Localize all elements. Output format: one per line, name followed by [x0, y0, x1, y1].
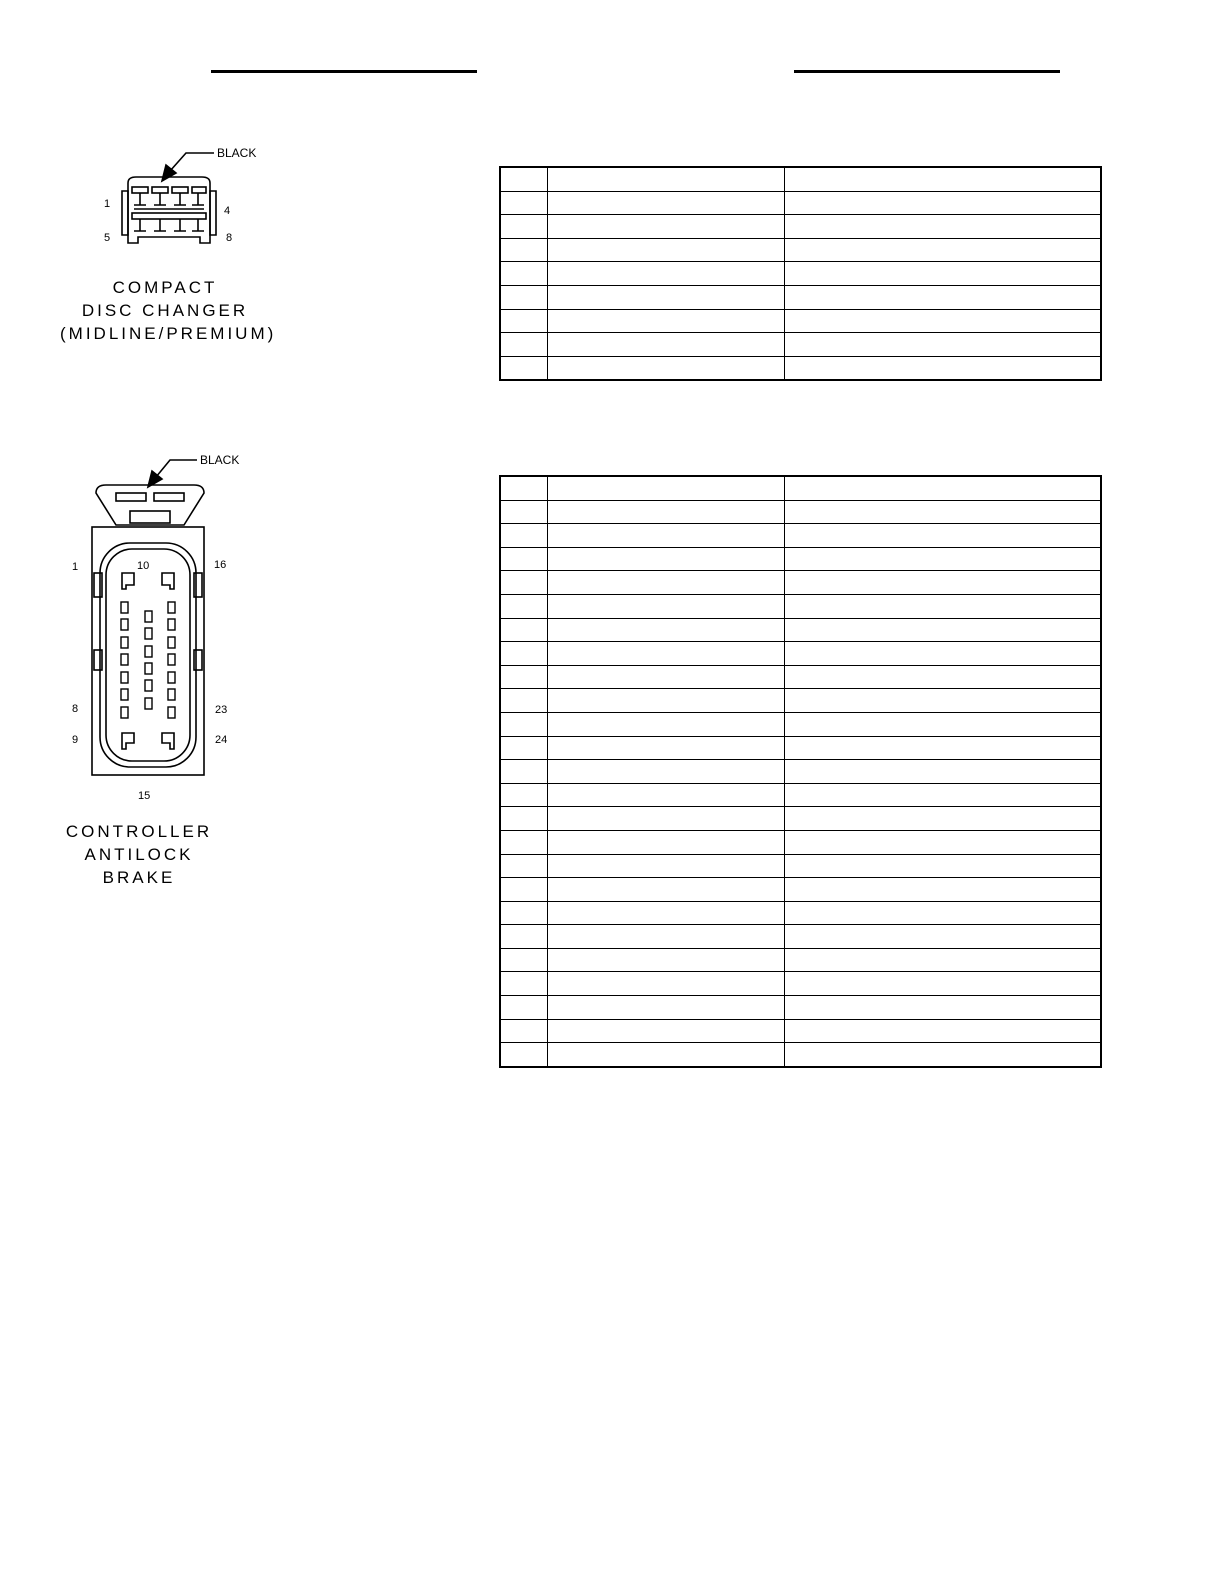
table-row [500, 736, 1101, 760]
table-row [500, 712, 1101, 736]
table-row [500, 878, 1101, 902]
table-row [500, 948, 1101, 972]
cavity-cell [500, 736, 547, 760]
table-row [500, 238, 1101, 262]
circuit-cell [547, 285, 784, 309]
function-cell [784, 594, 1101, 618]
table-row [500, 830, 1101, 854]
connector2-color-label: BLACK [200, 453, 240, 467]
cavity-cell [500, 901, 547, 925]
table-row [500, 191, 1101, 215]
circuit-cell [547, 238, 784, 262]
circuit-cell [547, 571, 784, 595]
table-row [500, 854, 1101, 878]
cavity-cell [500, 476, 547, 500]
connector2-caption [44, 820, 234, 889]
connector1-caption [60, 276, 277, 345]
circuit-cell [547, 500, 784, 524]
function-cell [784, 618, 1101, 642]
caption-line: BRAKE [102, 868, 176, 887]
table-row [500, 262, 1101, 286]
caption-line: DISC CHANGER [81, 301, 249, 320]
cavity-cell [500, 167, 547, 191]
circuit-cell [547, 642, 784, 666]
table-row [500, 996, 1101, 1020]
circuit-cell [547, 807, 784, 831]
function-cell [784, 712, 1101, 736]
cavity-cell [500, 1043, 547, 1067]
cavity-cell [500, 215, 547, 239]
cavity-cell [500, 618, 547, 642]
circuit-cell [547, 925, 784, 949]
function-cell [784, 167, 1101, 191]
circuit-cell [547, 476, 784, 500]
header-rule-left [211, 70, 477, 73]
controller-antilock-brake-pinout-table [499, 475, 1102, 1068]
function-cell [784, 996, 1101, 1020]
function-cell [784, 689, 1101, 713]
cavity-cell [500, 878, 547, 902]
circuit-cell [547, 618, 784, 642]
circuit-cell [547, 191, 784, 215]
table-row [500, 594, 1101, 618]
function-cell [784, 830, 1101, 854]
controller-antilock-brake-connector-diagram [60, 445, 250, 810]
circuit-cell [547, 167, 784, 191]
connector1-color-label: BLACK [217, 146, 257, 160]
circuit-cell [547, 356, 784, 380]
function-cell [784, 1019, 1101, 1043]
function-cell [784, 854, 1101, 878]
function-cell [784, 262, 1101, 286]
connector2-pin-10: 10 [137, 560, 150, 572]
circuit-cell [547, 524, 784, 548]
table-row [500, 571, 1101, 595]
table-row [500, 1019, 1101, 1043]
connector2-pin-24: 24 [215, 734, 228, 746]
compact-disc-changer-connector-diagram [90, 135, 270, 255]
function-cell [784, 807, 1101, 831]
cavity-cell [500, 191, 547, 215]
connector2-pin-1: 1 [72, 561, 79, 573]
function-cell [784, 215, 1101, 239]
table-row [500, 524, 1101, 548]
circuit-cell [547, 309, 784, 333]
cavity-cell [500, 972, 547, 996]
table-row [500, 760, 1101, 784]
connector1-pin-8: 8 [226, 232, 233, 244]
circuit-cell [547, 783, 784, 807]
connector2-pin-9: 9 [72, 734, 79, 746]
cavity-cell [500, 571, 547, 595]
circuit-cell [547, 948, 784, 972]
table-row [500, 642, 1101, 666]
function-cell [784, 783, 1101, 807]
cavity-cell [500, 333, 547, 357]
table-row [500, 476, 1101, 500]
cavity-cell [500, 807, 547, 831]
cavity-cell [500, 925, 547, 949]
cavity-cell [500, 689, 547, 713]
function-cell [784, 356, 1101, 380]
caption-line: (MIDLINE/PREMIUM) [60, 324, 277, 343]
connector1-pin-5: 5 [104, 232, 111, 244]
circuit-cell [547, 760, 784, 784]
function-cell [784, 878, 1101, 902]
function-cell [784, 191, 1101, 215]
header-rule-right [794, 70, 1060, 73]
function-cell [784, 760, 1101, 784]
function-cell [784, 547, 1101, 571]
circuit-cell [547, 736, 784, 760]
cavity-cell [500, 642, 547, 666]
function-cell [784, 736, 1101, 760]
table-row [500, 547, 1101, 571]
table-row [500, 972, 1101, 996]
cavity-cell [500, 830, 547, 854]
table-row [500, 618, 1101, 642]
cavity-cell [500, 285, 547, 309]
cavity-cell [500, 854, 547, 878]
table-row [500, 356, 1101, 380]
cavity-cell [500, 500, 547, 524]
cavity-cell [500, 712, 547, 736]
caption-line: COMPACT [112, 278, 218, 297]
caption-line: ANTILOCK [84, 845, 194, 864]
function-cell [784, 571, 1101, 595]
circuit-cell [547, 830, 784, 854]
table-row [500, 167, 1101, 191]
connector2-pin-8: 8 [72, 703, 79, 715]
connector2-pin-23: 23 [215, 704, 228, 716]
circuit-cell [547, 689, 784, 713]
function-cell [784, 972, 1101, 996]
circuit-cell [547, 262, 784, 286]
circuit-cell [547, 901, 784, 925]
circuit-cell [547, 712, 784, 736]
cavity-cell [500, 783, 547, 807]
function-cell [784, 333, 1101, 357]
circuit-cell [547, 1043, 784, 1067]
cavity-cell [500, 309, 547, 333]
cavity-cell [500, 524, 547, 548]
circuit-cell [547, 1019, 784, 1043]
function-cell [784, 309, 1101, 333]
circuit-cell [547, 878, 784, 902]
function-cell [784, 948, 1101, 972]
connector1-pin-1: 1 [104, 198, 111, 210]
table-row [500, 309, 1101, 333]
circuit-cell [547, 665, 784, 689]
table-row [500, 215, 1101, 239]
cavity-cell [500, 948, 547, 972]
table-row [500, 285, 1101, 309]
function-cell [784, 500, 1101, 524]
function-cell [784, 1043, 1101, 1067]
circuit-cell [547, 594, 784, 618]
function-cell [784, 285, 1101, 309]
table-row [500, 665, 1101, 689]
cavity-cell [500, 760, 547, 784]
circuit-cell [547, 215, 784, 239]
cavity-cell [500, 547, 547, 571]
function-cell [784, 925, 1101, 949]
connector1-pin-4: 4 [224, 205, 231, 217]
function-cell [784, 901, 1101, 925]
compact-disc-changer-pinout-table [499, 166, 1102, 381]
circuit-cell [547, 547, 784, 571]
cavity-cell [500, 665, 547, 689]
table-row [500, 1043, 1101, 1067]
function-cell [784, 665, 1101, 689]
table-row [500, 901, 1101, 925]
circuit-cell [547, 854, 784, 878]
circuit-cell [547, 996, 784, 1020]
cavity-cell [500, 1019, 547, 1043]
table-row [500, 689, 1101, 713]
cavity-cell [500, 238, 547, 262]
cavity-cell [500, 356, 547, 380]
table-row [500, 925, 1101, 949]
connector2-pin-15: 15 [138, 790, 151, 802]
function-cell [784, 642, 1101, 666]
function-cell [784, 524, 1101, 548]
function-cell [784, 238, 1101, 262]
circuit-cell [547, 972, 784, 996]
connector2-pin-16: 16 [214, 559, 227, 571]
table-row [500, 500, 1101, 524]
caption-line: CONTROLLER [65, 822, 213, 841]
table-row [500, 783, 1101, 807]
circuit-cell [547, 333, 784, 357]
table-row [500, 807, 1101, 831]
cavity-cell [500, 262, 547, 286]
cavity-cell [500, 996, 547, 1020]
table-row [500, 333, 1101, 357]
cavity-cell [500, 594, 547, 618]
function-cell [784, 476, 1101, 500]
